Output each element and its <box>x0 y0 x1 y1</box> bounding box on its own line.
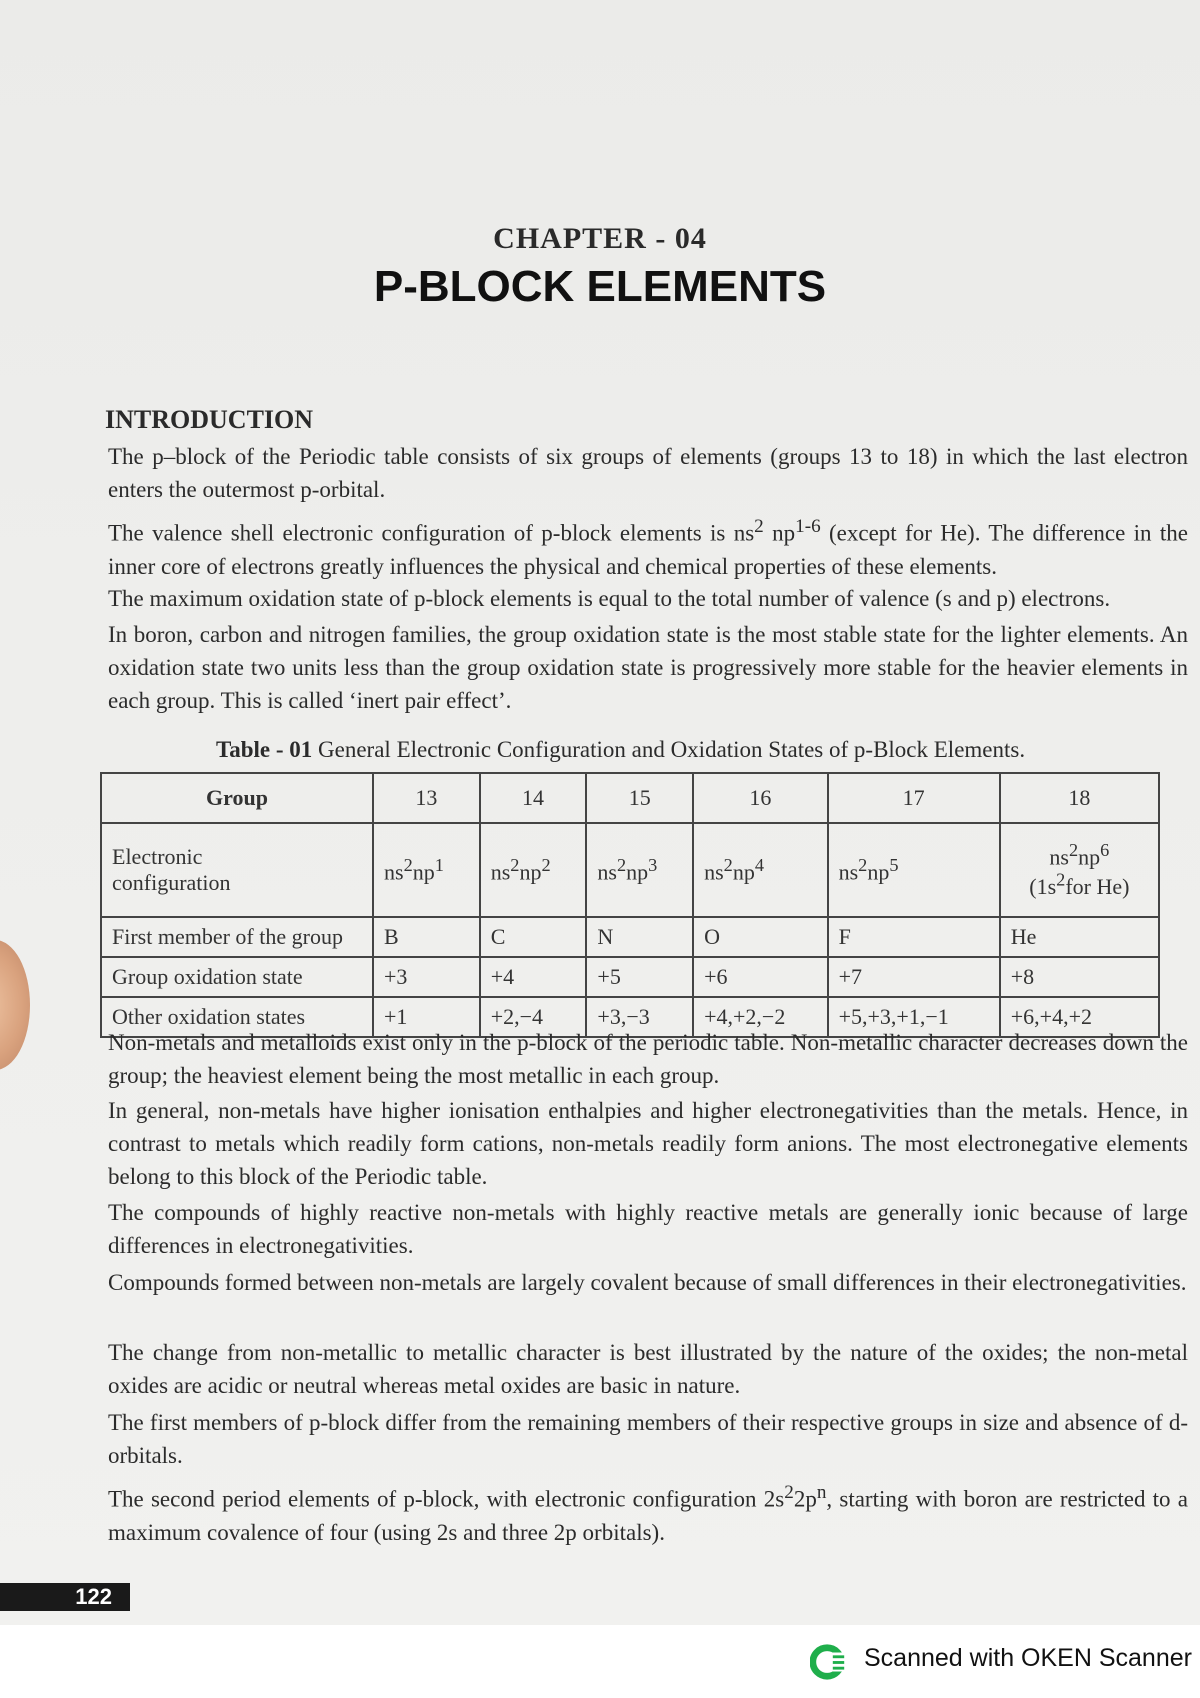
config-cell: $ns^2np^4$ <box>693 823 827 917</box>
intro-heading: INTRODUCTION <box>105 405 314 434</box>
body-paragraph-2: In general, non-metals have higher ionisation enthalpies and higher electronegativities than the metals. Hence, in contrast to metals which readily form cations, non-metals readily form anions. The most electronegative elements belong to this block of the Periodic table. <box>108 1098 1188 1189</box>
table-cell: B <box>373 917 480 957</box>
chapter-title: P-BLOCK ELEMENTS <box>373 262 827 311</box>
group-number: 13 <box>373 773 480 823</box>
oken-scanner-logo-icon <box>810 1643 848 1681</box>
group-number: 16 <box>693 773 827 823</box>
config-label: Electronic configuration <box>101 823 373 917</box>
table-cell: +5 <box>586 957 693 997</box>
finger-edge <box>0 940 30 1070</box>
table-cell: +3 <box>373 957 480 997</box>
table-cell: +5,+3,+1,−1 <box>828 997 1000 1037</box>
oxidation-states-table <box>100 772 1160 1038</box>
group-header: Group <box>101 773 373 823</box>
body-paragraph-6: The first members of p-block differ from the remaining members of their respective groups in size and absence of d-orbitals. <box>108 1410 1188 1468</box>
table-cell: +1 <box>373 997 480 1037</box>
table-cell: +8 <box>1000 957 1159 997</box>
body-paragraph-3: The compounds of highly reactive non-metals with highly reactive metals are generally ionic because of large differences in electronegativities. <box>108 1200 1188 1258</box>
page-number: 122 <box>0 1583 130 1611</box>
table-cell: O <box>693 917 827 957</box>
body-paragraph-4: Compounds formed between non-metals are largely covalent because of small differences in their electronegativities. <box>108 1270 1187 1295</box>
valence-paragraph: The valence shell electronic configuration of p-block elements is $ns^2$ $np^{1-6}$ (except for He). The difference in the inner core of electrons greatly influences the physical and chemical properties of these elements. <box>108 516 1188 579</box>
table-cell: F <box>828 917 1000 957</box>
config-cell: $ns^2np^5$ <box>828 823 1000 917</box>
table-cell: +6,+4,+2 <box>1000 997 1159 1037</box>
table-cell: C <box>480 917 587 957</box>
table-cell: +3,−3 <box>586 997 693 1037</box>
body-paragraph-1: Non-metals and metalloids exist only in the p-block of the periodic table. Non-metallic character decreases down the group; the heaviest element being the most metallic in each group. <box>108 1030 1188 1088</box>
table-row <box>101 957 1159 997</box>
row-label: Group oxidation state <box>101 957 373 997</box>
config-cell: $ns^2np^2$ <box>480 823 587 917</box>
config-cell: $ns^2np^3$ <box>586 823 693 917</box>
table-row <box>101 917 1159 957</box>
body-paragraph-7: The second period elements of p-block, with electronic configuration $2s^22p^n$, starting with boron are restricted to a maximum covalence of four (using 2s and three 2p orbitals). <box>108 1482 1188 1545</box>
row-label: Other oxidation states <box>101 997 373 1037</box>
body-paragraph-5: The change from non-metallic to metallic character is best illustrated by the nature of the oxides; the non-metal oxides are acidic or neutral whereas metal oxides are basic in nature. <box>108 1340 1188 1398</box>
he-note: ($1s^2for$ He) <box>1029 870 1130 900</box>
intro-paragraph-3: In boron, carbon and nitrogen families, the group oxidation state is the most stable state for the lighter elements. An oxidation state two units less than the group oxidation state is progressively more stable for the heavier elements in each group. This is called ‘inert pair effect’. <box>108 622 1188 713</box>
scanner-watermark-text: Scanned with OKEN Scanner <box>864 1644 1192 1672</box>
table-cell: +7 <box>828 957 1000 997</box>
table-cell: +6 <box>693 957 827 997</box>
chapter-label: CHAPTER - 04 <box>493 222 707 255</box>
config-cell: $ns^2np^6$ ($1s^2for$ He) <box>1000 823 1159 917</box>
config-cell: $ns^2np^1$ <box>373 823 480 917</box>
intro-paragraph-1: The p–block of the Periodic table consists of six groups of elements (groups 13 to 18) in which the last electron enters the outermost p-orbital. <box>108 444 1188 502</box>
table-cell: +4,+2,−2 <box>693 997 827 1037</box>
table-caption: Table - 01 General Electronic Configuration and Oxidation States of p-Block Elements. <box>216 737 1026 762</box>
group-number: 14 <box>480 773 587 823</box>
table-cell: +2,−4 <box>480 997 587 1037</box>
table-cell: He <box>1000 917 1159 957</box>
row-label: First member of the group <box>101 917 373 957</box>
table-cell: N <box>586 917 693 957</box>
table-header-row <box>101 773 1159 823</box>
group-number: 15 <box>586 773 693 823</box>
intro-paragraph-2: The maximum oxidation state of p-block elements is equal to the total number of valence (s and p) electrons. <box>108 586 1111 611</box>
table-cell: +4 <box>480 957 587 997</box>
config-row <box>101 823 1159 917</box>
group-number: 17 <box>828 773 1000 823</box>
group-number: 18 <box>1000 773 1159 823</box>
